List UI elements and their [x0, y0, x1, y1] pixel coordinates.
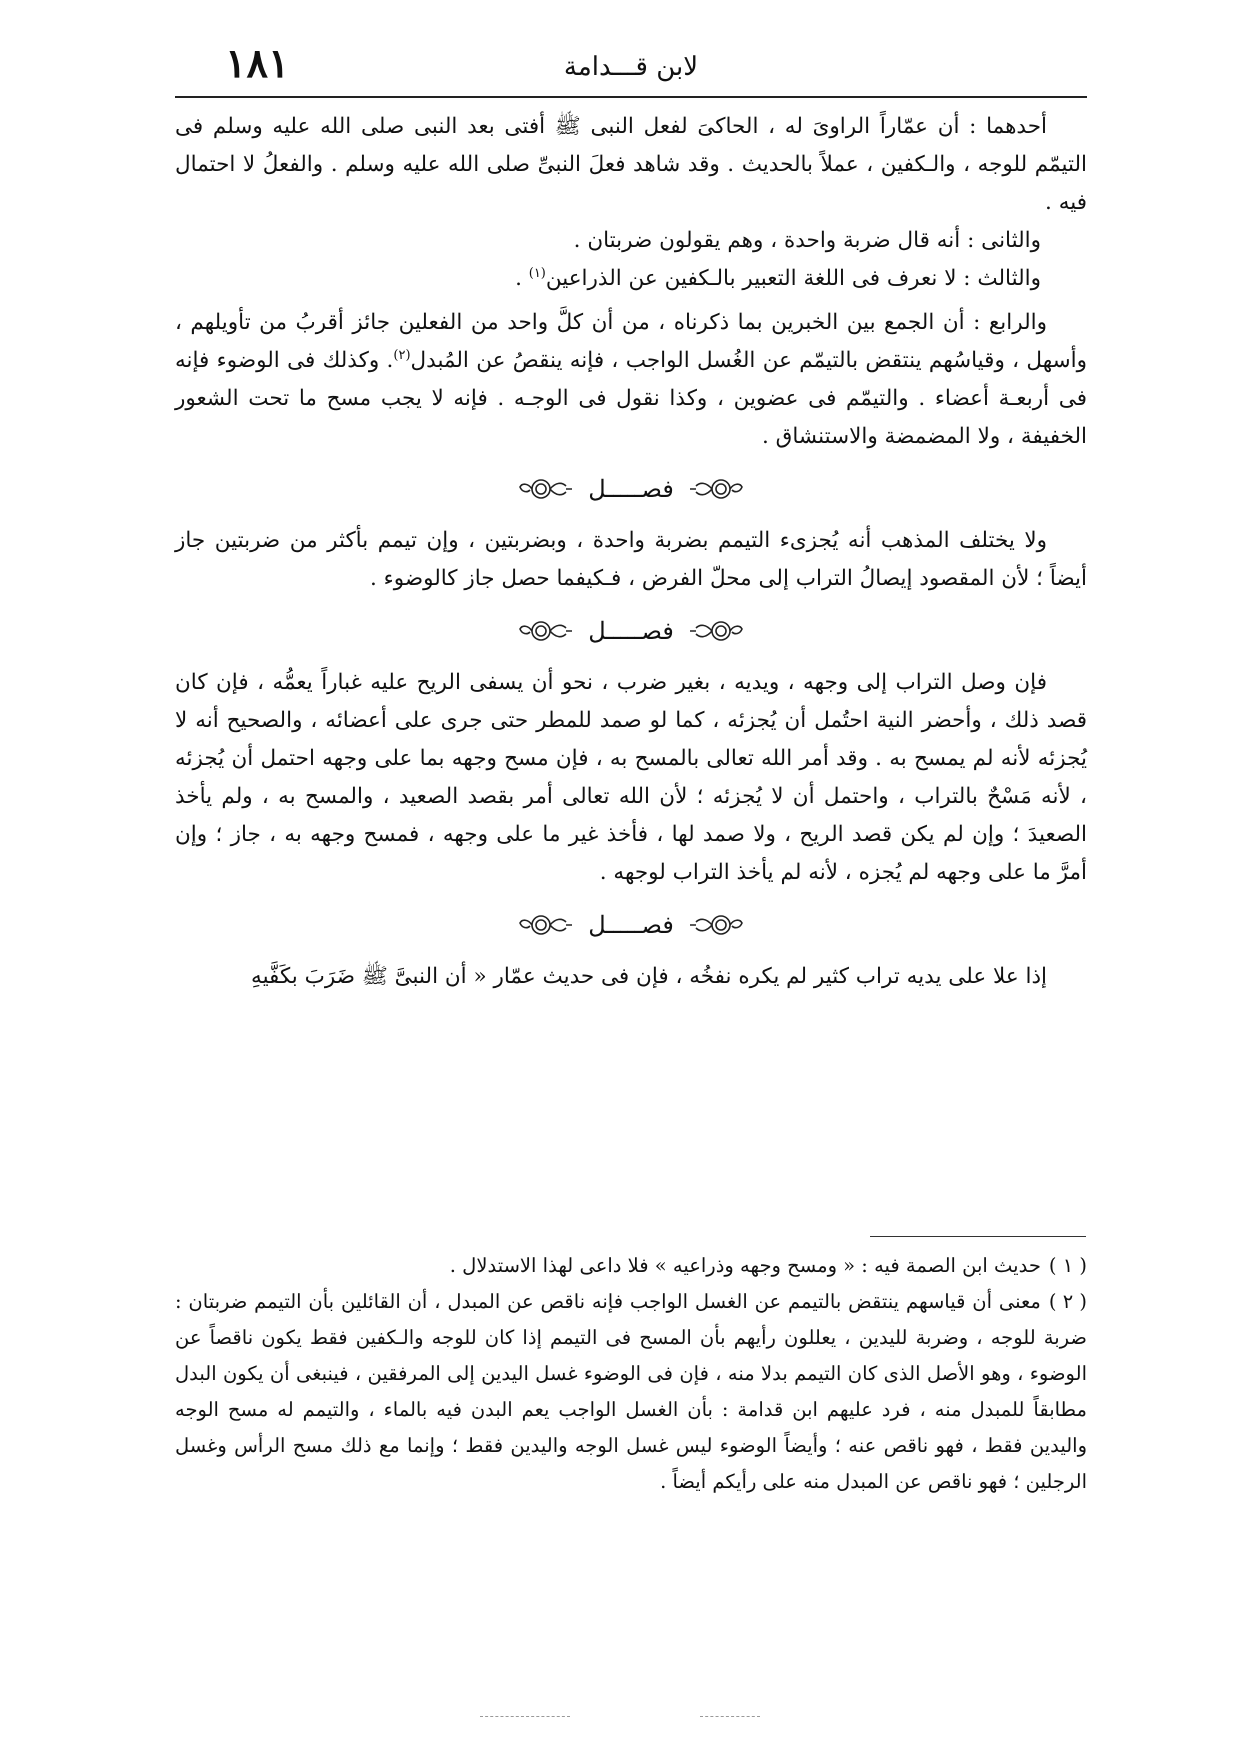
footnote-mark: ( ٢ ) [1048, 1290, 1087, 1313]
section-heading-3 [175, 892, 1087, 958]
footnote-ref-1: (١) [528, 265, 546, 281]
floral-ornament-icon [516, 616, 574, 646]
paragraph-second-reason: والثانى : أنه قال ضربة واحدة ، وهم يقولون ضربتان . [573, 228, 1041, 253]
section-heading-1 [175, 456, 1087, 522]
paragraph-fourth-reason [175, 304, 1087, 456]
footnote-text: حديث ابن الصمة فيه : « ومسح وجهه وذراعيه » فلا داعى لهذا الاستدلال . [449, 1254, 1041, 1277]
page-header [175, 40, 1087, 92]
paragraph-fourth-reason-continued: . وكذلك فى الوضوء فإنه فى أربعـة أعضاء . والتيمّم فى عضوين ، وكذا نقول فى الوجـه . فإنه لا يجب مسح ما تحت الشعور الخفيفة ، ولا المضمضة والاستنشاق . [175, 348, 1087, 449]
section-heading-text: فصـــــل [588, 617, 674, 645]
main-text [175, 108, 1087, 996]
paragraph-third-reason-text: والثالث : لا نعرف فى اللغة التعبير بالـكفين عن الذراعين [545, 266, 1041, 291]
section-heading-text: فصـــــل [588, 911, 674, 939]
floral-ornament-icon [516, 474, 574, 504]
paragraph-third-reason: والثالث : لا نعرف فى اللغة التعبير بالـكفين عن الذراعين$^{(١)}$ . [515, 265, 1041, 291]
section-heading-text: فصـــــل [588, 475, 674, 503]
footnote-2 [175, 1284, 1087, 1500]
paragraph-fourth-reason-text: والرابع : أن الجمع بين الخبرين بما ذكرناه ، من أن كلَّ واحد من الفعلين جائز أقربُ من تأويلهم ، وأسهل ، وقياسُهم ينتقض بالتيمّم عن الغُسل الواجب ، فإنه ينقصُ عن المُبدل [175, 310, 1087, 373]
footnotes [175, 1248, 1087, 1500]
footnote-separator [870, 1236, 1086, 1237]
scan-artifact [700, 1716, 760, 1717]
paragraph-wind-dust: فإن وصل التراب إلى وجهه ، ويديه ، بغير ضرب ، نحو أن يسفى الريح عليه غباراً يعمُّه ، فإن كان قصد ذلك ، وأحضر النية احتُمل أن يُجزئه ، كما لو صمد للمطر حتى جرى على أعضائه ، والصحيح أنه لا يُجزئه لأنه لم يمسح به . وقد أمر الله تعالى بالمسح به ، فإن مسح وجهه بما على وجهه احتمل أن يُجزئه ، لأنه مَسْحٌ بالتراب ، واحتمل أن لا يُجزئه ؛ لأن الله تعالى أمر بقصد الصعيد ، والمسح به ، ولم يأخذ الصعيدَ ؛ وإن لم يكن قصد الريح ، ولا صمد لها ، فأخذ غير ما على وجهه ، فمسح وجهه به ، جاز ؛ وإن أمرَّ ما على وجهه لم يُجزه ، لأنه لم يأخذ التراب لوجهه . [175, 670, 1087, 885]
footnote-text: معنى أن قياسهم ينتقض بالتيمم عن الغسل الواجب فإنه ناقص عن المبدل ، أن القائلين بأن التيمم ضربتان : ضربة للوجه ، وضربة لليدين ، يعللون رأيهم بأن المسح فى التيمم إذا كان للوجه والـكفين فقط يكون ناقصاً عن الوضوء ، وهو الأصل الذى كان التيمم بدلا منه ، فإن فى الوضوء غسل اليدين إلى المرفقين ، فينبغى أن يكون البدل مطابقاً للمبدل منه ، فرد عليهم ابن قدامة : بأن الغسل الواجب يعم البدن فيه بالماء ، والتيمم له مسح الوجه واليدين فقط ، فهو ناقص عنه ؛ وأيضاً الوضوء ليس غسل الوجه واليدين فقط ؛ وإنما مع ذلك مسح الرأس وغسل الرجلين ؛ فهو ناقص عن المبدل منه على رأيكم أيضاً . [175, 1290, 1087, 1493]
scan-artifact [480, 1716, 570, 1717]
floral-ornament-icon [516, 910, 574, 940]
footnote-1 [175, 1248, 1087, 1284]
footnote-ref-2: (٢) [393, 347, 411, 363]
floral-ornament-icon [688, 474, 746, 504]
paragraph-blowing-dust: إذا علا على يديه تراب كثير لم يكره نفخُه ، فإن فى حديث عمّار « أن النبىَّ ﷺ ضَرَبَ بكَفَّيهِ [251, 964, 1047, 989]
paragraph-striking-count: ولا يختلف المذهب أنه يُجزىء التيمم بضربة واحدة ، وبضربتين ، وإن تيمم بأكثر من ضربتين جاز أيضاً ؛ لأن المقصود إيصالُ التراب إلى محلّ الفرض ، فـكيفما حصل جاز كالوضوء . [175, 528, 1087, 591]
floral-ornament-icon [688, 910, 746, 940]
footnote-mark: ( ١ ) [1048, 1254, 1087, 1277]
running-title: لابن قـــدامة [563, 52, 699, 82]
floral-ornament-icon [688, 616, 746, 646]
header-rule [175, 96, 1087, 98]
page-number: ١٨١ [225, 40, 290, 87]
section-heading-2 [175, 598, 1087, 664]
paragraph-first-reason: أحدهما : أن عمّاراً الراوىَ له ، الحاكىَ لفعل النبى ﷺ أفتى بعد النبى صلى الله عليه وسلم فى التيمّم للوجه ، والـكفين ، عملاً بالحديث . وقد شاهد فعلَ النبىِّ صلى الله عليه وسلم . والفعلُ لا احتمال فيه . [175, 114, 1087, 215]
